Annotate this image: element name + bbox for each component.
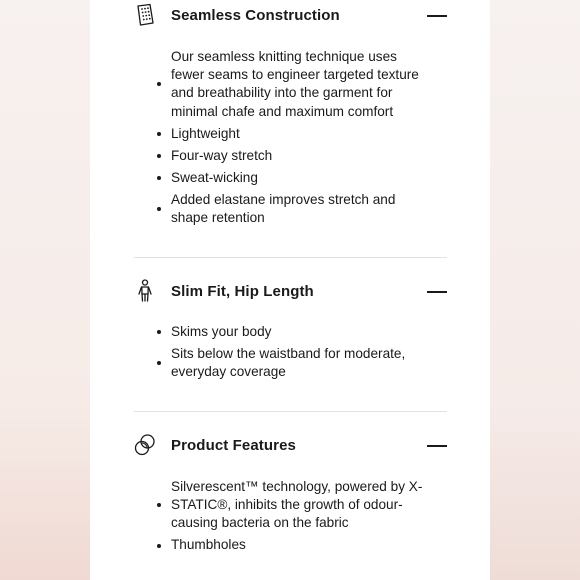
list-item: Added elastane improves stretch and shape retention xyxy=(154,191,426,227)
section-divider xyxy=(134,411,447,412)
body-figure-icon xyxy=(134,279,156,303)
product-details-card xyxy=(90,0,490,580)
list-item: Silverescent™ technology, powered by X-STATIC®, inhibits the growth of odour-causing bacteria on the fabric xyxy=(154,478,426,533)
section-header-product-features[interactable] xyxy=(134,431,447,461)
collapse-minus-icon[interactable] xyxy=(427,15,447,17)
list-item: Sits below the waistband for moderate, everyday coverage xyxy=(154,345,426,381)
feature-list xyxy=(154,48,426,231)
list-item: Our seamless knitting technique uses fewer seams to engineer targeted texture and breathability into the garment for minimal chafe and maximum comfort xyxy=(154,48,426,121)
collapse-minus-icon[interactable] xyxy=(427,445,447,447)
list-item: Skims your body xyxy=(154,323,426,341)
background-right xyxy=(490,0,580,580)
section-title: Seamless Construction xyxy=(171,7,340,24)
section-title: Slim Fit, Hip Length xyxy=(171,283,314,300)
feature-list xyxy=(154,478,426,558)
section-slim-fit xyxy=(134,277,447,380)
collapse-minus-icon[interactable] xyxy=(427,291,447,293)
list-item: Sweat-wicking xyxy=(154,169,426,187)
section-seamless-construction xyxy=(134,1,447,225)
section-header-slim-fit[interactable] xyxy=(134,277,447,307)
overlapping-circles-icon xyxy=(134,433,156,457)
list-item: Thumbholes xyxy=(154,536,426,554)
section-product-features xyxy=(134,431,447,553)
knit-swatch-icon xyxy=(134,3,156,27)
list-item: Four-way stretch xyxy=(154,147,426,165)
feature-list xyxy=(154,323,426,385)
background-left xyxy=(0,0,90,580)
section-divider xyxy=(134,257,447,258)
section-title: Product Features xyxy=(171,437,296,454)
list-item: Lightweight xyxy=(154,125,426,143)
section-header-seamless-construction[interactable] xyxy=(134,1,447,31)
